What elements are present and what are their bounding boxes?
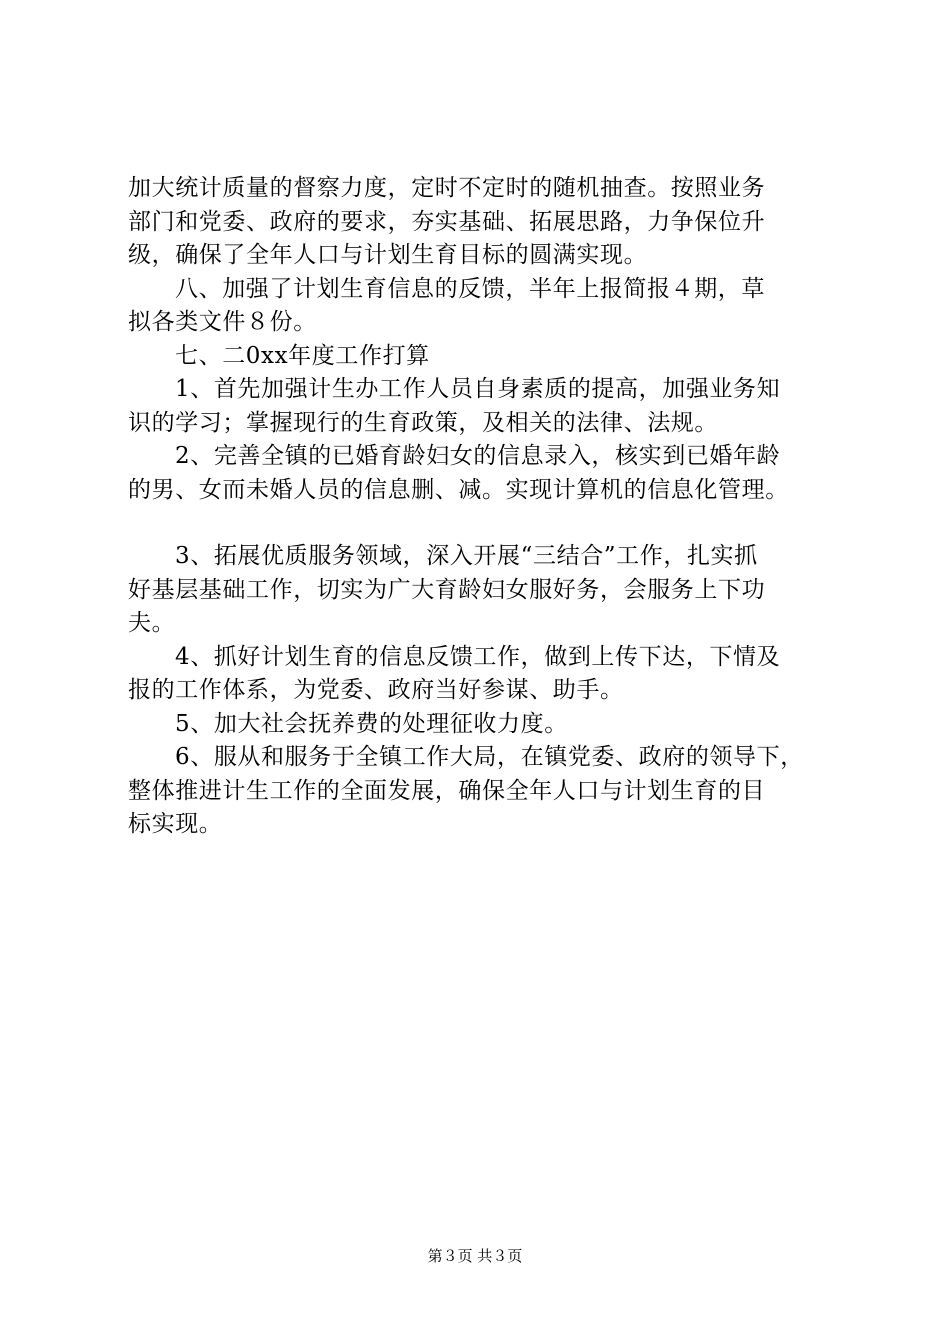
text-line: 报的工作体系，为党委、政府当好参谋、助手。: [128, 677, 624, 703]
text-line: 整体推进计生工作的全面发展，确保全年人口与计划生育的目: [128, 777, 766, 804]
page-number-footer: 第３页 共３页: [427, 1247, 523, 1265]
document-body: [128, 172, 836, 842]
text-line: 识的学习；掌握现行的生育政策，及相关的法律、法规。: [128, 409, 718, 436]
text-line: 1、首先加强计生办工作人员自身素质的提高，加强业务知: [175, 376, 781, 402]
text-line: 标实现。: [128, 811, 223, 837]
text-line: 的男、女而未婚人员的信息删、减。实现计算机的信息化管理。: [128, 476, 789, 503]
text-line: 3、拓展优质服务领域，深入开展“三结合”工作，扎实抓: [175, 543, 758, 569]
paragraph-gap: [128, 507, 836, 540]
text-line: 部门和党委、政府的要求，夯实基础、拓展思路，力争保位升: [128, 208, 766, 235]
text-line: 夫。: [128, 610, 176, 636]
text-line: 4、抓好计划生育的信息反馈工作，做到上传下达，下情及: [175, 643, 781, 670]
text-line: 加大统计质量的督察力度，定时不定时的随机抽查。按照业务: [128, 175, 766, 201]
text-line: 拟各类文件８份。: [128, 309, 317, 335]
section-heading: 七、二0xx年度工作打算: [175, 342, 430, 369]
text-line: 2、完善全镇的已婚育龄妇女的信息录入，核实到已婚年龄: [175, 443, 781, 469]
text-line: 5、加大社会抚养费的处理征收力度。: [175, 710, 568, 737]
text-line: 6、服从和服务于全镇工作大局，在镇党委、政府的领导下，: [175, 744, 804, 770]
text-line: 级，确保了全年人口与计划生育目标的圆满实现。: [128, 242, 648, 268]
text-line: 好基层基础工作，切实为广大育龄妇女服好务，会服务上下功: [128, 576, 766, 603]
text-line: 八、加强了计划生育信息的反馈，半年上报简报４期，草: [175, 275, 765, 302]
